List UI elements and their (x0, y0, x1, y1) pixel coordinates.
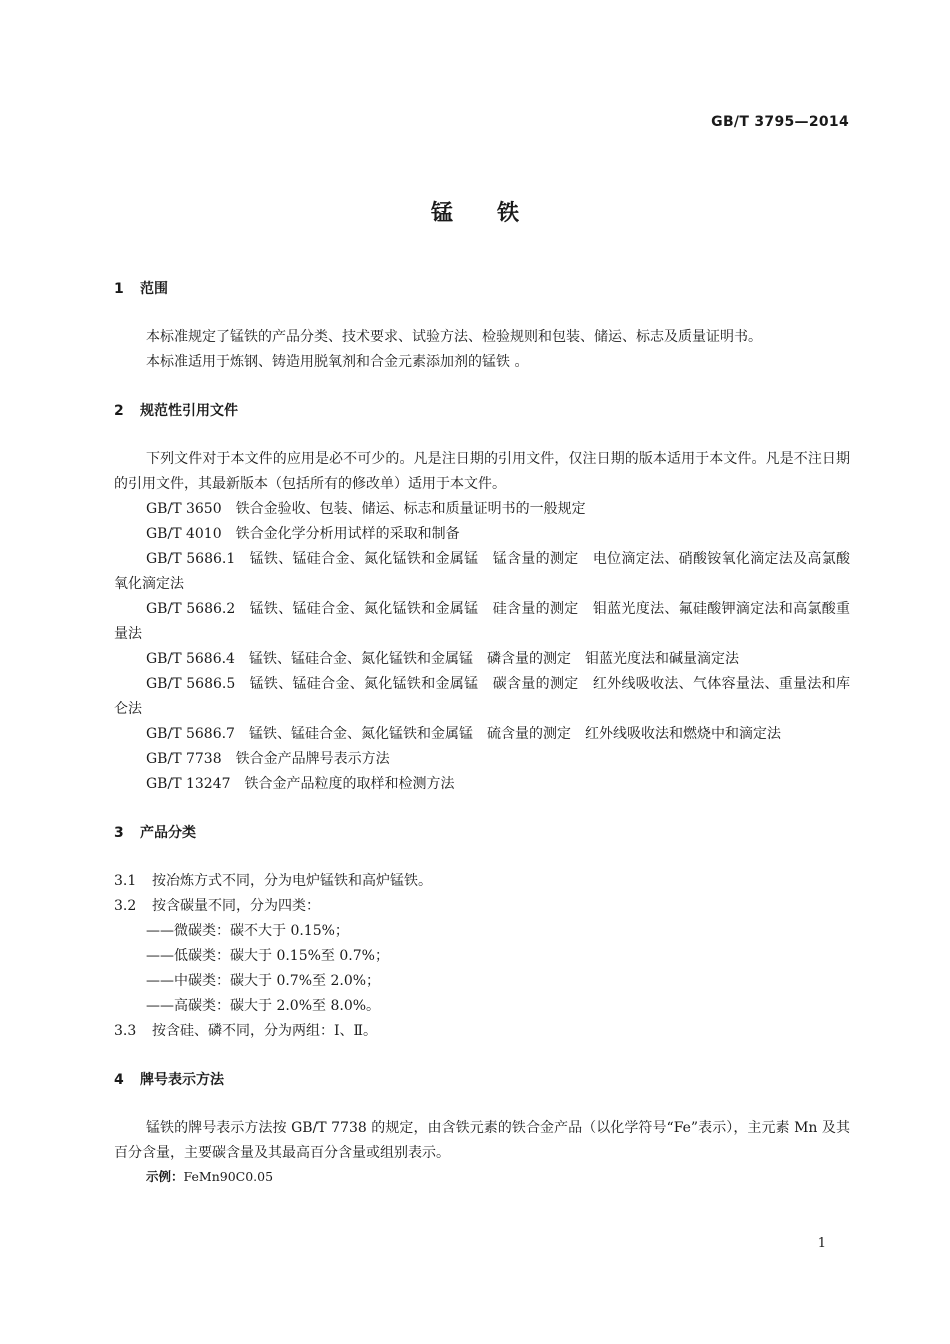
reference-code: GB/T 5686.4 (146, 651, 235, 667)
section-title: 牌号表示方法 (140, 1072, 224, 1088)
reference-title: 锰铁、锰硅合金、氮化锰铁和金属锰 碳含量的测定 红外线吸收法、气体容量法、重量法和库仑法 (114, 676, 851, 717)
clause-number: 3.1 (114, 873, 137, 889)
standard-code: GB/T 3795—2014 (711, 114, 849, 130)
reference-code: GB/T 5686.5 (146, 676, 236, 692)
section-heading-references (114, 400, 850, 422)
reference-code: GB/T 7738 (146, 751, 222, 767)
reference-title: 铁合金产品牌号表示方法 (235, 751, 390, 767)
section-number: 3 (114, 825, 124, 841)
clause-3-3 (114, 1019, 850, 1044)
reference-item (114, 747, 850, 772)
section-heading-grade (114, 1069, 850, 1091)
list-item: ——高碳类：碳大于 2.0%至 8.0%。 (146, 998, 381, 1014)
paragraph: 下列文件对于本文件的应用是必不可少的。凡是注日期的引用文件，仅注日期的版本适用于本文件。凡是不注日期的引用文件，其最新版本（包括所有的修改单）适用于本文件。 (114, 451, 850, 492)
reference-item (114, 497, 850, 522)
section-number: 4 (114, 1072, 124, 1088)
example-value: FeMn90C0.05 (183, 1169, 274, 1184)
list-item: ——微碳类：碳不大于 0.15%； (146, 923, 349, 939)
paragraph: 本标准规定了锰铁的产品分类、技术要求、试验方法、检验规则和包装、储运、标志及质量证明书。 (146, 329, 762, 345)
section-title: 产品分类 (140, 825, 196, 841)
reference-item (114, 722, 850, 747)
clause-3-1 (114, 869, 850, 894)
reference-item (114, 647, 850, 672)
clause-number: 3.3 (114, 1023, 137, 1039)
section-number: 2 (114, 403, 124, 419)
clause-number: 3.2 (114, 898, 137, 914)
list-item: ——低碳类：碳大于 0.15%至 0.7%； (146, 948, 389, 964)
reference-item (114, 672, 850, 722)
reference-code: GB/T 13247 (146, 776, 231, 792)
reference-code: GB/T 5686.1 (146, 551, 236, 567)
section-title: 规范性引用文件 (140, 403, 238, 419)
section-title: 范围 (140, 281, 168, 297)
section-heading-classification (114, 822, 850, 844)
reference-title: 铁合金产品粒度的取样和检测方法 (244, 776, 455, 792)
reference-code: GB/T 4010 (146, 526, 222, 542)
paragraph: 锰铁的牌号表示方法按 GB/T 7738 的规定，由含铁元素的铁合金产品（以化学符号“Fe”表示），主元素 Mn 及其百分含量，主要碳含量及其最高百分含量或组别表示。 (114, 1120, 850, 1161)
clause-3-2 (114, 894, 850, 919)
reference-item (114, 772, 850, 797)
reference-title: 锰铁、锰硅合金、氮化锰铁和金属锰 磷含量的测定 钼蓝光度法和碱量滴定法 (248, 651, 739, 667)
reference-title: 锰铁、锰硅合金、氮化锰铁和金属锰 硅含量的测定 钼蓝光度法、氟硅酸钾滴定法和高氯酸重量法 (114, 601, 851, 642)
reference-item (114, 522, 850, 547)
section-number: 1 (114, 281, 124, 297)
reference-item (114, 547, 850, 597)
clause-text: 按冶炼方式不同，分为电炉锰铁和高炉锰铁。 (152, 873, 432, 889)
document-title: 锰铁 (430, 201, 563, 226)
reference-code: GB/T 5686.7 (146, 726, 235, 742)
reference-item (114, 597, 850, 647)
clause-text: 按含硅、磷不同，分为两组：Ⅰ、Ⅱ。 (152, 1023, 378, 1039)
reference-code: GB/T 3650 (146, 501, 222, 517)
clause-text: 按含碳量不同，分为四类： (152, 898, 320, 914)
example-label: 示例： (146, 1169, 184, 1184)
reference-title: 锰铁、锰硅合金、氮化锰铁和金属锰 硫含量的测定 红外线吸收法和燃烧中和滴定法 (248, 726, 781, 742)
reference-title: 锰铁、锰硅合金、氮化锰铁和金属锰 锰含量的测定 电位滴定法、硝酸铵氧化滴定法及高氯酸氧化滴定法 (114, 551, 851, 592)
reference-title: 铁合金化学分析用试样的采取和制备 (235, 526, 460, 542)
scope-body (114, 325, 850, 375)
grade-body (114, 1116, 850, 1188)
example (114, 1166, 850, 1188)
reference-title: 铁合金验收、包装、储运、标志和质量证明书的一般规定 (235, 501, 586, 517)
classification-body (114, 869, 850, 1044)
references-body (114, 447, 850, 797)
reference-code: GB/T 5686.2 (146, 601, 236, 617)
section-heading-scope (114, 278, 850, 300)
list-item: ——中碳类：碳大于 0.7%至 2.0%； (146, 973, 381, 989)
document-body (114, 278, 850, 1188)
page-number: 1 (817, 1236, 826, 1251)
paragraph: 本标准适用于炼钢、铸造用脱氧剂和合金元素添加剂的锰铁 。 (146, 354, 529, 370)
